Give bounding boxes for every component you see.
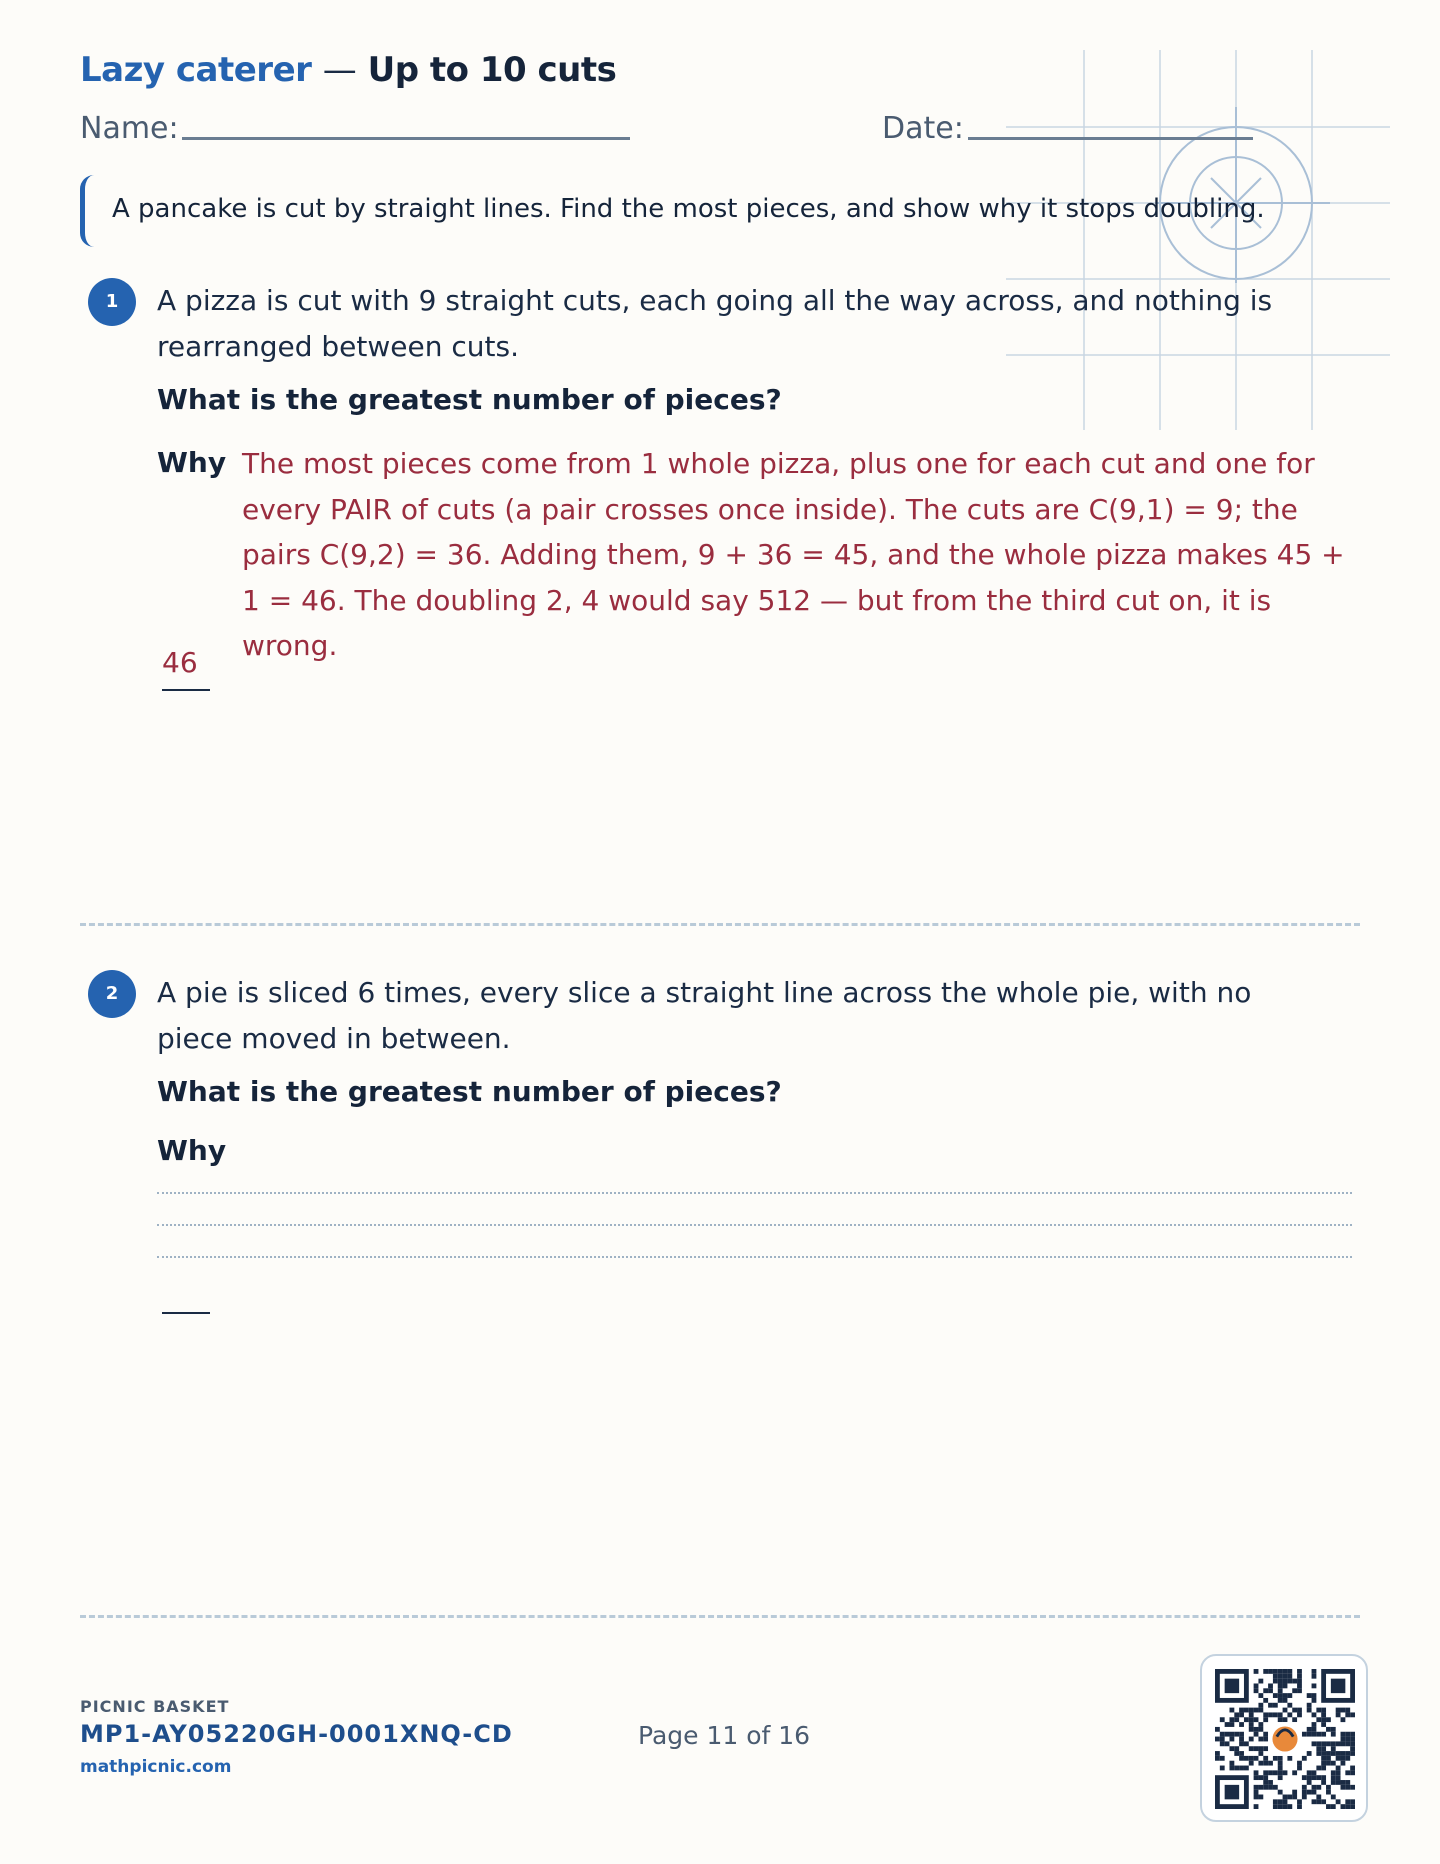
title-level: Up to 10 cuts — [367, 50, 617, 90]
footer-brand: PICNIC BASKET — [80, 1697, 230, 1716]
worksheet-code: MP1-AY05220GH-0001XNQ-CD — [80, 1720, 513, 1748]
footer-site-link[interactable]: mathpicnic.com — [80, 1757, 232, 1777]
name-field[interactable] — [182, 137, 630, 140]
answer-value: 46 — [162, 646, 198, 679]
qr-code-icon — [1215, 1669, 1355, 1809]
why-writing-line[interactable] — [157, 1224, 1352, 1226]
question-prompt: What is the greatest number of pieces? — [157, 383, 782, 416]
page-number: Page 11 of 16 — [638, 1721, 811, 1750]
qr-code — [1200, 1654, 1368, 1822]
why-label: Why — [157, 1134, 227, 1167]
page-title — [80, 50, 616, 90]
question-prompt: What is the greatest number of pieces? — [157, 1075, 782, 1108]
why-explanation: The most pieces come from 1 whole pizza, plus one for each cut and one for every PAIR of cuts (a pair crosses once inside). The cuts are C(9,1) = 9; the pairs C(9,2) = 36. Adding them, 9 + 36 = 45, and the whole pizza makes 45 + 1 = 46. The doubling 2, 4 would say 512 — but from the third cut on, it is wrong. — [242, 447, 1345, 662]
why-label: Why — [157, 446, 227, 479]
question-number-badge: 2 — [88, 970, 136, 1018]
section-divider — [80, 923, 1360, 926]
answer-blank[interactable] — [162, 1312, 210, 1314]
why-writing-line[interactable] — [157, 1256, 1352, 1258]
date-label: Date: — [882, 111, 964, 146]
instructions-text: A pancake is cut by straight lines. Find the most pieces, and show why it stops doubling. — [112, 194, 1265, 224]
title-separator: — — [322, 50, 357, 90]
date-field[interactable] — [968, 137, 1253, 140]
section-divider — [80, 1615, 1360, 1618]
question-stem: A pie is sliced 6 times, every slice a straight line across the whole pie, with no piece moved in between. — [157, 976, 1252, 1055]
why-writing-line[interactable] — [157, 1192, 1352, 1194]
callout-bracket — [80, 175, 94, 247]
title-topic: Lazy caterer — [80, 50, 312, 90]
instructions-callout — [80, 175, 1340, 247]
question-stem: A pizza is cut with 9 straight cuts, each going all the way across, and nothing is rearranged between cuts. — [157, 284, 1273, 363]
question-number-badge: 1 — [88, 278, 136, 326]
name-label: Name: — [80, 111, 179, 146]
answer-blank[interactable] — [162, 689, 210, 691]
